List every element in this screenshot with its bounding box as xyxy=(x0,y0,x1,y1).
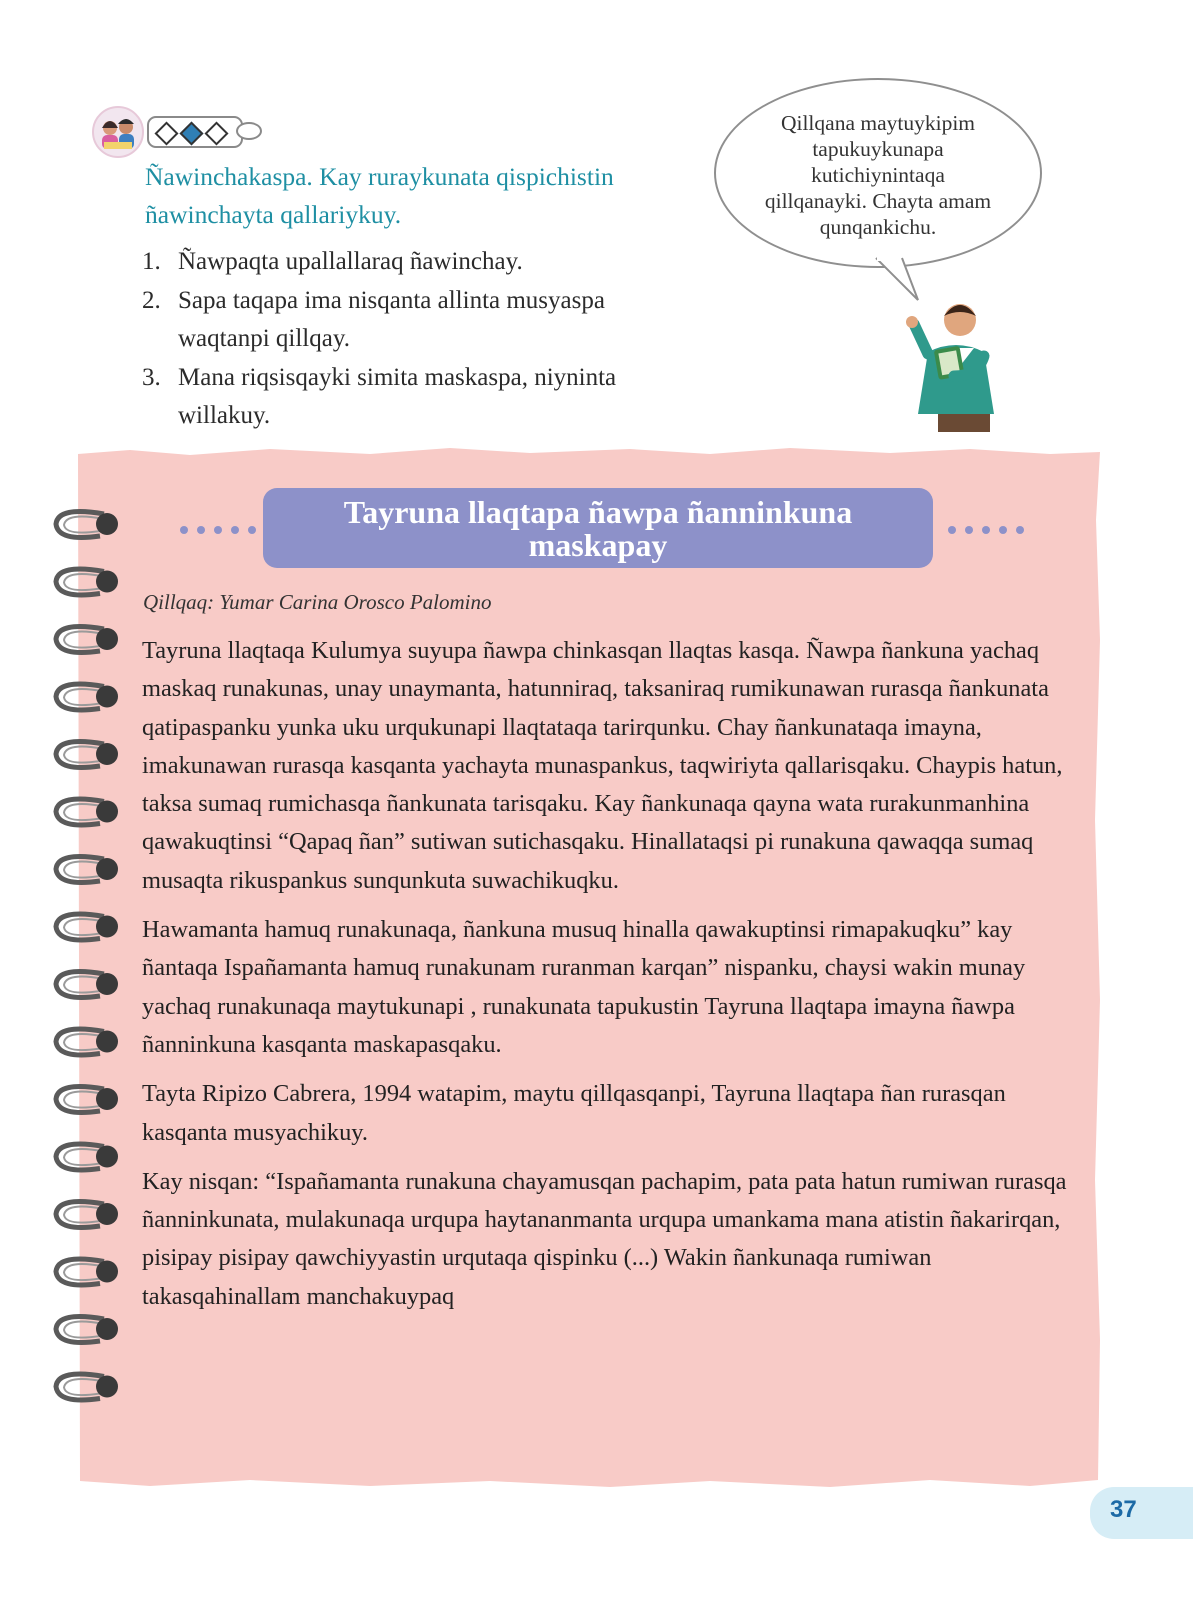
spiral-ring-icon xyxy=(56,1029,118,1055)
bubble-line: qillqanayki. Chayta amam xyxy=(764,189,992,213)
spiral-ring-icon xyxy=(56,914,118,940)
spiral-binding xyxy=(48,500,128,1440)
page-number-tab xyxy=(1090,1487,1193,1539)
spiral-ring-icon xyxy=(56,1259,118,1285)
spiral-ring-icon xyxy=(56,742,118,768)
article-paragraph: Hawamanta hamuq runakunaqa, ñankuna musuq hinalla qawakuptinsi rimapakuqku” kay ñantaqa Ispañamanta hamuq runakunam ruranman karqan” nispanku, chaysi wakin munay yachaq runakunaqa maytukunapi , runakunata tapukustin Tayruna llaqtapa imayna ñawpa ñanninkuna kasqanta maskapasqaku. xyxy=(142,916,1026,1058)
spiral-ring-icon xyxy=(56,972,118,998)
reading-kids-icon xyxy=(92,106,144,158)
step-number: 1. xyxy=(142,248,161,275)
title-dots-left xyxy=(180,521,265,533)
article-paragraph: Tayta Ripizo Cabrera, 1994 watapim, maytu qillqasqanpi, Tayruna llaqtapa ñan rurasqan kasqanta musyachikuy. xyxy=(142,1080,1006,1146)
spiral-ring-icon xyxy=(56,627,118,653)
step-text: Ñawpaqta upallallaraq ñawinchay. xyxy=(178,248,523,275)
level-diamond-empty-icon xyxy=(154,121,178,145)
bubble-line: kutichiynintaqa xyxy=(811,163,945,187)
step-number: 3. xyxy=(142,363,161,391)
spiral-ring-icon xyxy=(56,857,118,883)
article-body xyxy=(142,632,1072,1327)
article-title-line: maskapay xyxy=(528,527,668,563)
spiral-ring-icon xyxy=(56,1202,118,1228)
bubble-line: qunqankichu. xyxy=(819,215,937,239)
spiral-ring-icon xyxy=(56,684,118,710)
bubble-line: Qillqana maytuykipim xyxy=(780,111,976,135)
teacher-illustration xyxy=(898,292,1010,432)
difficulty-level-indicator xyxy=(147,116,243,148)
title-dots-right xyxy=(948,521,1033,533)
instruction-steps xyxy=(142,243,702,436)
reading-instruction: Ñawinchakaspa. Kay ruraykunata qispichistin ñawinchayta qallariykuy. xyxy=(145,162,614,229)
step-item xyxy=(142,243,702,282)
article-paragraph: Tayruna llaqtaqa Kulumya suyupa ñawpa chinkasqan llaqtas kasqa. Ñawpa ñankuna yachaq maskaq runakunas, unay unaymanta, hatunniraq, taksaniraq rumikunawan rurasqa ñankunata qatipaspanku yunka uku urqukunapi llaqtataqa tarirqunku. Chay ñankunataqa imayna, imakunawan rurasqa kasqanta yachayta munaspankus, taqwiriyta qallarisqaku. Chaypis hatun, taksa sumaq rumichasqa ñankunata tarisqaku. Kay ñankunaqa qayna wata rurakunmanhina qawakuqtinsi “Qapaq ñan” sutiwan sutichasqaku. Hinallataqsi pi runakuna qawaqqa sumaq musaqta rikuspankus sunqunkuta suwachikuqku. xyxy=(142,637,1063,894)
step-text: Mana riqsisqayki simita maskaspa, niyninta willakuy. xyxy=(178,363,617,429)
article-paragraph: Kay nisqan: “Ispañamanta runakuna chayamusqan pachapim, pata pata hatun rumiwan rurasqa ñanninkunata, mulakunaqa urqupa haytananmanta urqupa umankama mana atistin ñakarirqan, pisipay pisipay qawchiyyastin urqutaqa qispinku (...) Wakin ñankunaqa rumiwan takasqahinallam manchakuypaq xyxy=(142,1167,1067,1310)
spiral-ring-icon xyxy=(56,1317,118,1343)
article-title xyxy=(263,496,933,562)
page-number: 37 xyxy=(1110,1496,1137,1523)
speech-bubble-text xyxy=(742,110,1014,240)
level-pill-tail xyxy=(236,122,262,140)
bubble-line: tapukuykunapa xyxy=(812,137,944,161)
level-diamond-filled-icon xyxy=(179,121,203,145)
spiral-ring-icon xyxy=(56,1374,118,1400)
spiral-ring-icon xyxy=(56,512,118,538)
article-title-line: Tayruna llaqtapa ñawpa ñanninkuna xyxy=(343,494,853,530)
step-item xyxy=(142,359,702,436)
level-diamond-empty-icon xyxy=(204,121,228,145)
step-number: 2. xyxy=(142,286,161,314)
article-author: Qillqaq: Yumar Carina Orosco Palomino xyxy=(143,590,492,614)
spiral-ring-icon xyxy=(56,799,118,825)
step-item xyxy=(142,282,702,359)
step-text: Sapa taqapa ima nisqanta allinta musyaspa waqtanpi qillqay. xyxy=(178,286,605,352)
spiral-ring-icon xyxy=(56,1087,118,1113)
spiral-ring-icon xyxy=(56,1144,118,1170)
spiral-ring-icon xyxy=(56,569,118,595)
